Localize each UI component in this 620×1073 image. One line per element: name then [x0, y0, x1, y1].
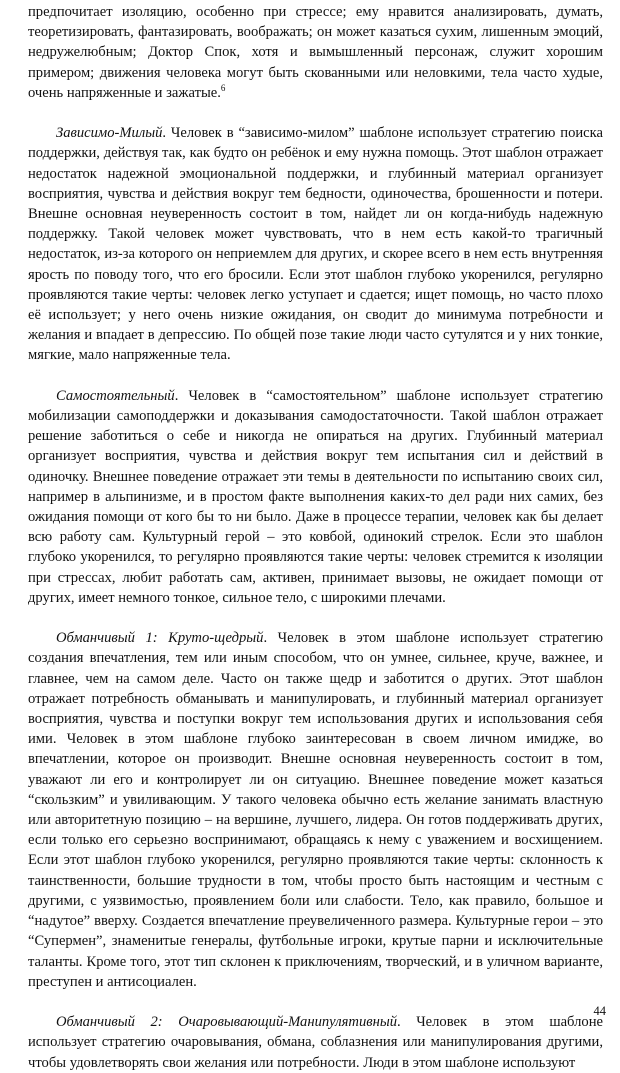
section-heading-tough-generous: Обманчивый 1: Круто-щедрый: [56, 630, 264, 647]
footnote-marker: 6: [220, 82, 226, 93]
paragraph-text: . Человек в “зависимо-милом” шаблоне использует стратегию поиска поддержки, действуя так, как будто он ребёнок и ему нужна помощь. Этот шаблон отражает недостаток надежной эмоциональной поддержки, и глубинный материал организует восприятия, чувства и действия вокруг тем бедности, одиночества, брошенности и потери. Внешне основная неуверенность состоит в том, найдет ли он когда-нибудь надежную поддержку. Такой человек может чувствовать, что в нем есть какой-то трагичный недостаток, из-за которого он неприемлем для других, и скорее всего в нем есть внутренняя ярость по поводу того, что его бросили. Если этот шаблон глубоко укоренился, регулярно проявляются такие черты: человек легко уступает и сдается; ищет помощь, но часто плохо её использует; у него очень низкие ожидания, он сводит до минимума потребности и желания и впадает в депрессию. По общей позе такие люди часто сутулятся и у них тонкие, мягкие, мало напряженные тела.: [28, 125, 603, 364]
paragraph-text: предпочитает изоляцию, особенно при стрессе; ему нравится анализировать, думать, теоретизировать, фантазировать, воображать; он может казаться сухим, лишенным эмоций, недружелюбным; Доктор Спок, хотя и вымышленный персонаж, служит хорошим примером; движения человека могут быть скованными или неловкими, тела часто худые, очень напряженные и зажатые.: [28, 4, 603, 101]
paragraph-text: . Человек в этом шаблоне использует стратегию создания впечатления, тем или иным способом, что он умнее, сильнее, круче, важнее, и главнее, чем на самом деле. Часто он также щедр и заботится о других. Этот шаблон отражает потребность обманывать и манипулировать, и глубинный материал организует восприятия, чувства и поступки вокруг тем использования других и использования себя ими. Человек в этом шаблоне глубоко заинтересован в своем личном имидже, во впечатлении, которое он производит. Внешне основная неуверенность состоит в том, уважают ли его и контролирует ли он ситуацию. Внешнее поведение может казаться “скользким” и увиливающим. У такого человека обычно есть желание занимать властную или авторитетную позицию – на вершине, лучшего, лидера. Он готов поддерживать других, если только его серьезно воспринимают, обращаясь к нему с уважением и восхищением. Если этот шаблон глубоко укоренился, регулярно проявляются такие черты: склонность к таинственности, большие трудности в том, чтобы просто быть настоящим и честным с другими, с уязвимостью, проявлением боли или слабости. Тело, как правило, большое и “надутое” вверху. Создается впечатление преувеличенного размера. Культурные герои – это “Супермен”, знаменитые генералы, футбольные игроки, крутые парни и исключительные таланты. Кроме того, этот тип склонен к приключениям, творческий, и в уличном варианте, преступен и антисоциален.: [28, 630, 603, 990]
paragraph-text: . Человек в этом шаблоне использует стратегию очаровывания, обмана, соблазнения или манипулирования другими, чтобы удовлетворять свои желания или потребности. Люди в этом шаблоне используют: [28, 1014, 603, 1071]
paragraph-self-reliant: [28, 386, 603, 608]
section-heading-dependent-endearing: Зависимо-Милый: [56, 125, 163, 142]
page-number: 44: [593, 1004, 606, 1018]
section-heading-charming-manipulative: Обманчивый 2: Очаровывающий-Манипулятивный: [56, 1014, 397, 1031]
section-heading-self-reliant: Самостоятельный: [56, 387, 175, 404]
paragraph-charming-manipulative: [28, 1012, 603, 1073]
paragraph-dependent-endearing: [28, 123, 603, 365]
paragraph-tough-generous: [28, 628, 603, 992]
paragraph-text: . Человек в “самостоятельном” шаблоне использует стратегию мобилизации самоподдержки и доказывания самодостаточности. Такой шаблон отражает решение заботиться о себе и никогда не опираться на других. Глубинный материал организует восприятия, чувства и действия вокруг тем испытания сил и действий в одиночку. Внешнее поведение отражает эти темы в деятельности по испытанию своих сил, например в альпинизме, и в простом факте выполнения каких-то дел ради них самих, без ожидания помощи от кого бы то ни было. Даже в процессе терапии, человек как бы делает всю работу сам. Культурный герой – это ковбой, одинокий стрелок. Если это шаблон глубоко укоренился, то регулярно проявляются такие черты: человек стремится к изоляции при стрессах, любит работать сам, активен, принимает вызовы, не ожидает помощи от других, имеет немного тонкое, сильное тело, с широкими плечами.: [28, 387, 603, 606]
paragraph-schizoid-continuation: [28, 2, 603, 103]
